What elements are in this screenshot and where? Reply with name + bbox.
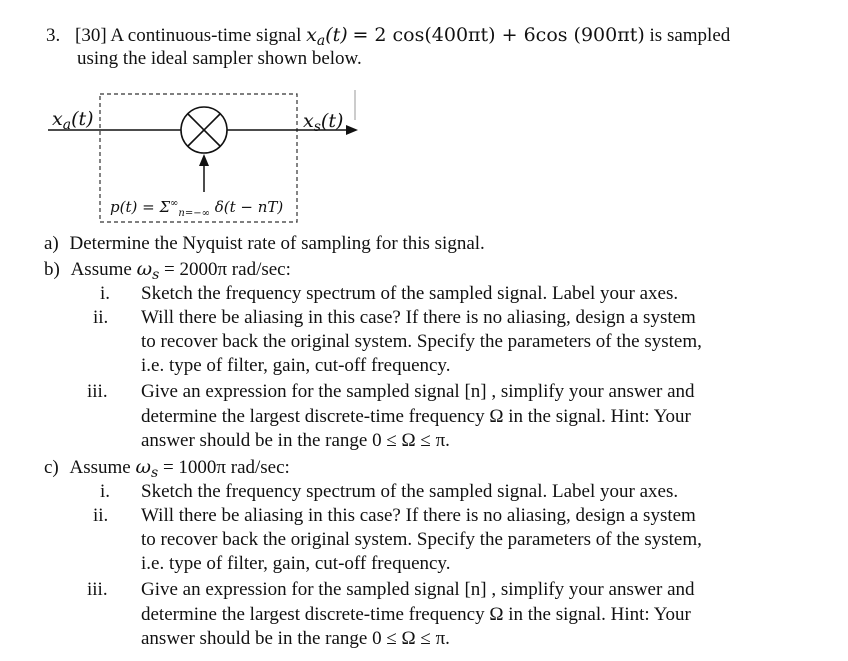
part-b-item-i-line-1: Sketch the frequency spectrum of the sampled signal. Label your axes. <box>141 283 679 304</box>
part-c-item-ii-line-3: i.e. type of filter, gain, cut-off frequency. <box>141 553 451 574</box>
part-b-item-i-numeral: i. <box>100 283 111 304</box>
part-a <box>44 233 485 255</box>
problem-intro-text: A continuous-time signal <box>110 25 302 46</box>
signal-symbol: $x_a(t)$ <box>306 24 348 49</box>
part-b-label: b) <box>44 259 60 280</box>
problem-number: 3. <box>46 25 61 46</box>
part-a-label: a) <box>44 233 59 254</box>
problem-intro-line2: using the ideal sampler shown below. <box>77 48 362 69</box>
part-b <box>44 258 291 286</box>
part-c-item-ii-numeral: ii. <box>93 505 109 526</box>
part-b-item-iii-numeral: iii. <box>87 381 108 402</box>
part-b-item-ii-numeral: ii. <box>93 307 109 328</box>
part-c-item-iii-numeral: iii. <box>87 579 108 600</box>
part-b-omega: $\omega_s$ <box>136 258 160 283</box>
impulse-train-arrow-icon <box>199 154 209 166</box>
part-b-text-pre: Assume <box>70 259 137 280</box>
part-c-item-ii-line-2: to recover back the original system. Specify the parameters of the system, <box>141 529 702 550</box>
part-c-omega: $\omega_s$ <box>135 456 159 481</box>
part-b-item-ii-line-1: Will there be aliasing in this case? If there is no aliasing, design a system <box>141 307 696 328</box>
part-b-value: = 2000π rad/sec: <box>159 259 291 280</box>
input-signal-label: $x_a(t)$ <box>52 108 94 133</box>
part-c-item-i-numeral: i. <box>100 481 111 502</box>
part-c <box>44 456 290 484</box>
part-b-item-ii-line-2: to recover back the original system. Specify the parameters of the system, <box>141 331 702 352</box>
part-c-text-pre: Assume <box>69 457 136 478</box>
part-c-label: c) <box>44 457 59 478</box>
part-b-item-iii-line-1: Give an expression for the sampled signal [n] , simplify your answer and <box>141 381 695 402</box>
ideal-sampler-diagram <box>0 80 420 230</box>
part-c-item-iii-line-1: Give an expression for the sampled signal [n] , simplify your answer and <box>141 579 695 600</box>
output-arrow-icon <box>346 125 358 135</box>
signal-equation: = 2 cos(400πt) + 6cos (900πt) <box>352 24 645 46</box>
part-c-value: = 1000π rad/sec: <box>158 457 290 478</box>
part-c-item-ii-line-1: Will there be aliasing in this case? If there is no aliasing, design a system <box>141 505 696 526</box>
part-c-item-i-line-1: Sketch the frequency spectrum of the sampled signal. Label your axes. <box>141 481 679 502</box>
part-a-text: Determine the Nyquist rate of sampling for this signal. <box>69 233 485 254</box>
part-c-item-iii-line-3: answer should be in the range 0 ≤ Ω ≤ π. <box>141 628 450 649</box>
part-b-item-iii-line-3: answer should be in the range 0 ≤ Ω ≤ π. <box>141 430 450 451</box>
part-b-item-ii-line-3: i.e. type of filter, gain, cut-off frequency. <box>141 355 451 376</box>
output-signal-label: $x_s(t)$ <box>303 110 344 135</box>
part-b-item-iii-line-2: determine the largest discrete-time frequency Ω in the signal. Hint: Your <box>141 406 691 427</box>
impulse-train-label: $p(t) = \Sigma^\infty_{n=-\infty}$ δ(t − nT) <box>110 198 284 219</box>
part-c-item-iii-line-2: determine the largest discrete-time frequency Ω in the signal. Hint: Your <box>141 604 691 625</box>
problem-intro-tail: is sampled <box>649 25 731 46</box>
problem-points: [30] <box>75 25 107 46</box>
